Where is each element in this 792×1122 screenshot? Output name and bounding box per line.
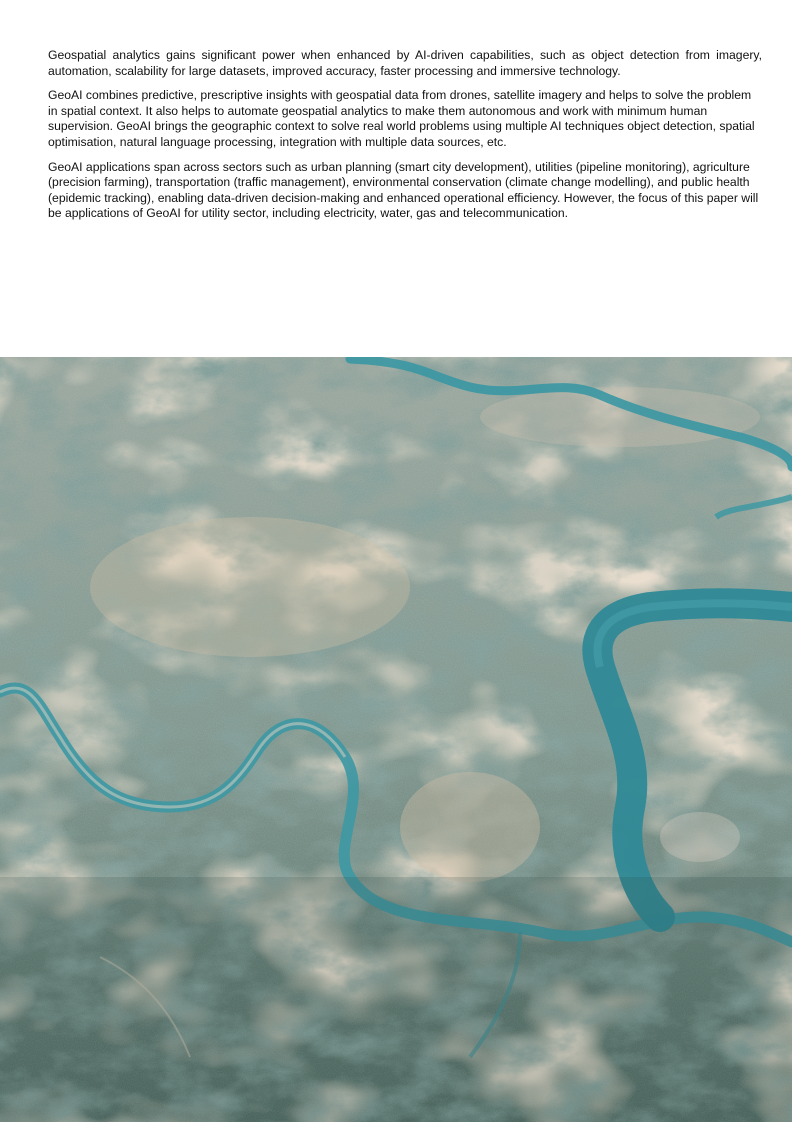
paragraph-geoai-applications: GeoAI applications span across sectors such as urban planning (smart city development), utilities (pipeline monitoring), agriculture (precision farming), transportation (traffic management), environmental conservation (climate change modelling), and public health (epidemic tracking), enabling data-driven decision-making and enhanced operational efficiency. However, the focus of this paper will be applications of GeoAI for utility sector, including electricity, water, gas and telecommunication. bbox=[48, 159, 759, 221]
paragraph-geoai-definition: GeoAI combines predictive, prescriptive insights with geospatial data from drones, satellite imagery and helps to solve the problem in spatial context. It also helps to automate geospatial analytics to make them autonomous and work with minimum human supervision. GeoAI brings the geographic context to solve real world problems using multiple AI techniques object detection, spatial optimisation, natural language processing, integration with multiple data sources, etc. bbox=[48, 88, 755, 149]
aerial-landscape-image bbox=[0, 357, 792, 1122]
paragraph-intro: Geospatial analytics gains significant power when enhanced by AI-driven capabilities, such as object detection from imagery, automation, scalability for large datasets, improved accuracy, faster processing and immersive technology. bbox=[48, 48, 762, 78]
body-text bbox=[48, 48, 762, 231]
